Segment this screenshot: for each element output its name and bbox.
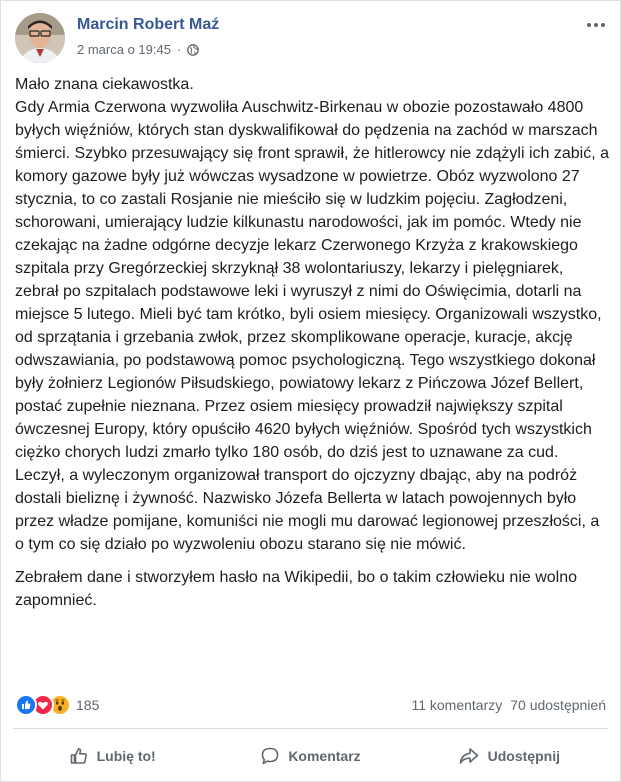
action-bar: [13, 734, 608, 778]
comment-button[interactable]: [211, 738, 409, 774]
comment-button-label: Komentarz: [288, 748, 361, 764]
reactions-summary[interactable]: [15, 694, 99, 716]
reaction-count[interactable]: 185: [76, 697, 100, 713]
more-options-button[interactable]: [584, 15, 608, 35]
share-icon: [458, 746, 480, 766]
post-text: [15, 73, 611, 622]
globe-icon[interactable]: [187, 44, 199, 56]
like-button[interactable]: [13, 738, 211, 774]
meta-separator: ·: [176, 42, 182, 57]
stats-right: [411, 697, 606, 713]
like-button-label: Lubię to!: [96, 748, 156, 764]
post-header: [15, 13, 608, 63]
share-button-label: Udostępnij: [487, 748, 560, 764]
like-reaction-icon: [15, 694, 37, 716]
share-button[interactable]: [410, 738, 608, 774]
comments-count[interactable]: 11 komentarzy: [411, 697, 503, 713]
post-paragraph: Mało znana ciekawostka. Gdy Armia Czerwona wyzwoliła Auschwitz-Birkenau w obozie pozostawało 4800 byłych więźniów, których stan dyskwalifikował do pędzenia na zachód w marszach śmierci. Szybko przesuwający się front sprawił, że hitlerowcy nie zdążyli ich zabić, a komory gazowe były już wówczas wysadzone w powietrze. Obóz wyzwolono 27 stycznia, to co zastali Rosjanie nie mieściło się w ludzkim pojęciu. Zagłodzeni, schorowani, umierający ludzie kilkunastu narodowości, jak im pomóc. Wtedy nie czekając na żadne odgórne decyzje lekarz Czerwonego Krzyża z krakowskiego szpitala przy Gregórzeckiej skrzyknął 38 wolontariuszy, lekarzy i pielęgniarek, zebrał po szpitalach podstawowe leki i wyruszył z nimi do Oświęcimia, dotarli na miejsce 5 lutego. Mieli być tam krótko, byli osiem miesięcy. Organizowali wszystko, od sprzątania i grzebania zwłok, przez skomplikowane operacje, kuracje, akcję odwszawiania, po podstawową pomoc psychologiczną. Tego wszystkiego dokonał były żołnierz Legionów Piłsudskiego, powiatowy lekarz z Pińczowa Józef Bellert, postać zupełnie nieznana. Przez osiem miesięcy prowadził największy szpital ówczesnej Europy, który opuściło 4620 byłych więźniów. Spośród tych wszystkich ciężko chorych ludzi zmarło tylko 180 osób, do dziś jest to uznawane za cud. Leczył, a wyleczonym organizował transport do ojczyzny dbając, aby na podróż dostali bieliznę i żywność. Nazwisko Józefa Bellerta w latach powojennych było przez władze pomijane, komuniści nie mogli mu darować legionowej przeszłości, a o tym co się działo po wyzwoleniu obozu starano się nie mówić.: [15, 76, 609, 553]
shares-count[interactable]: 70 udostępnień: [510, 697, 606, 713]
divider: [13, 728, 608, 729]
thumbs-up-icon: [69, 746, 89, 766]
more-dots-icon: [586, 22, 606, 28]
comment-icon: [260, 746, 280, 766]
avatar[interactable]: [15, 13, 65, 63]
post-meta: [77, 42, 199, 57]
post-date[interactable]: 2 marca o 19:45: [77, 42, 171, 57]
post-stats: [15, 693, 606, 717]
author-name[interactable]: Marcin Robert Maź: [77, 16, 220, 33]
post-paragraph: Zebrałem dane i stworzyłem hasło na Wikipedii, bo o takim człowieku nie wolno zapomnieć.: [15, 569, 578, 609]
